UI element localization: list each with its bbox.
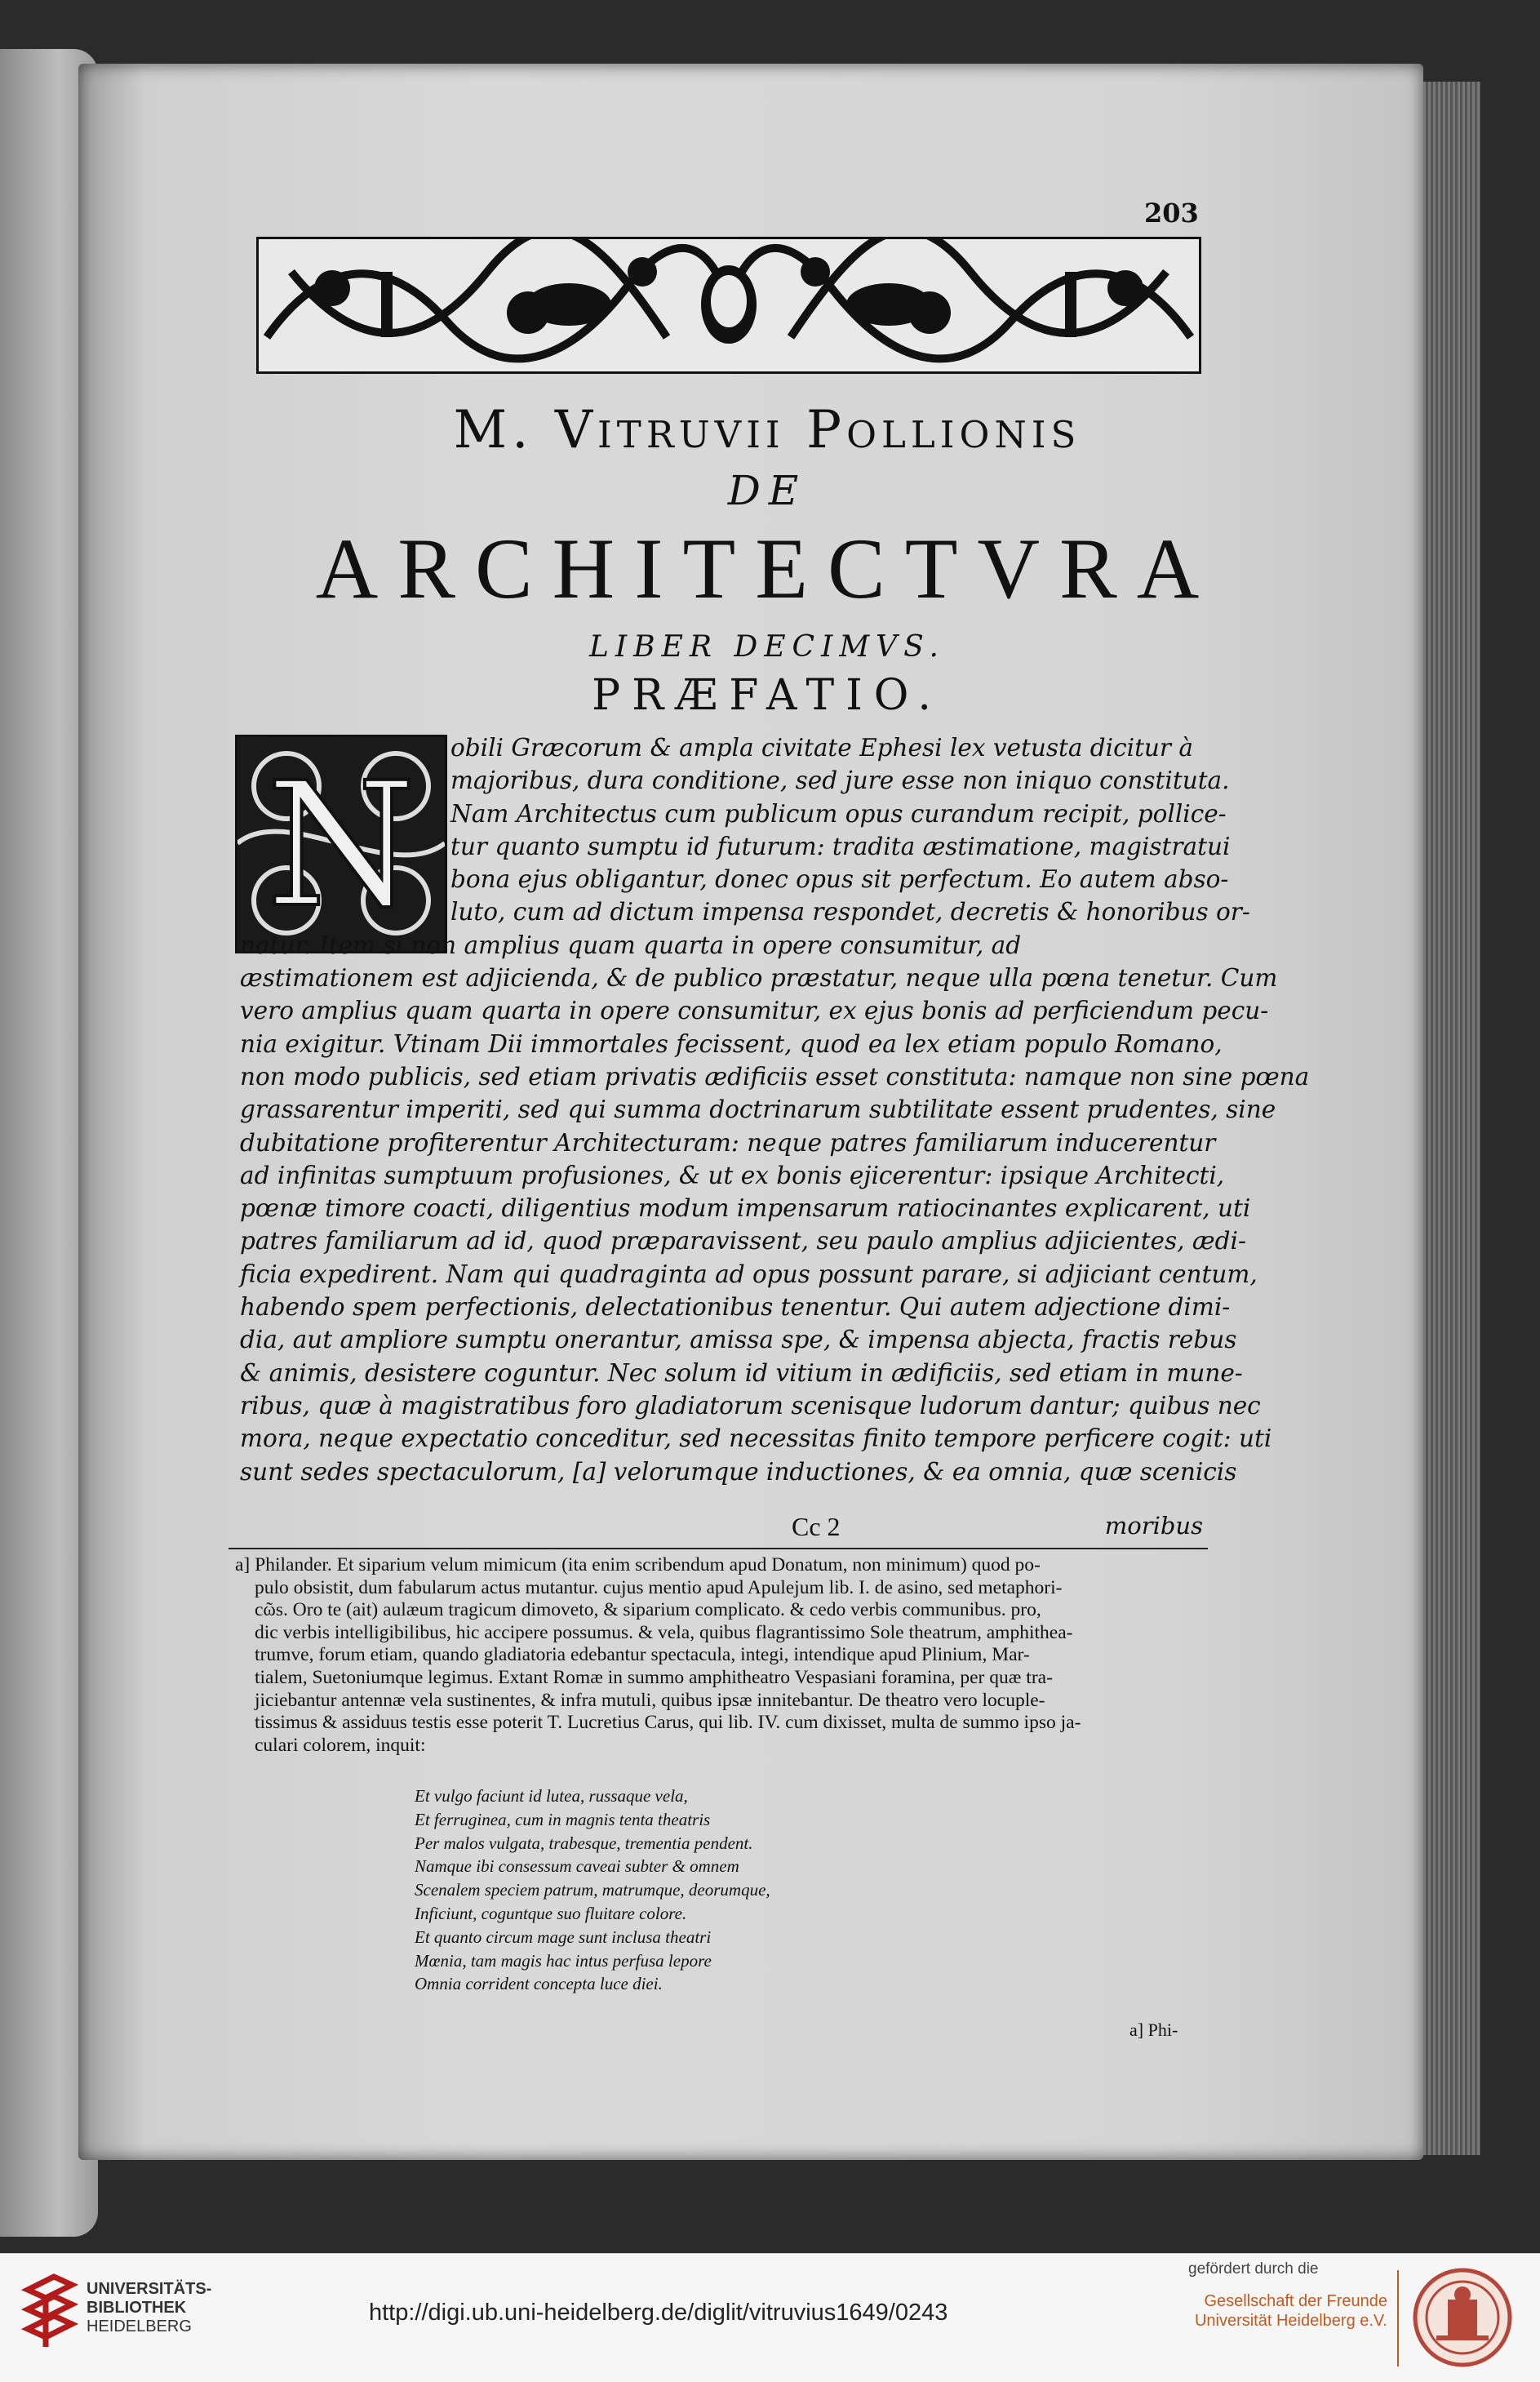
section-heading: PRÆFATIO. [592, 671, 943, 720]
catchword: moribus [1104, 1512, 1203, 1540]
body-text-line: ad infinitas sumptuum profusiones, & ut ex bonis ejicerentur: ipsique Architecti, [240, 1161, 1225, 1189]
body-text-line: æstimationem est adjicienda, & de publico præstatur, neque ulla pœna tenetur. Cum [240, 964, 1278, 993]
signature-mark: Cc 2 [792, 1512, 841, 1541]
body-text-line: sunt sedes spectaculorum, [a] velorumque inductiones, & ea omnia, quæ scenicis [240, 1457, 1237, 1486]
body-text-line: grassarentur imperiti, sed qui summa doctrinarum subtilitate essent prudentes, sine [240, 1095, 1276, 1124]
ornamental-headpiece-icon [256, 237, 1201, 374]
verse-line: Scenalem speciem patrum, matrumque, deorumque, [415, 1880, 770, 1900]
body-text-line: patres familiarum ad id, quod præparavissent, seu paulo amplius adjicientes, ædi- [240, 1227, 1246, 1255]
verse-line: Mœnia, tam magis hac intus perfusa lepore [415, 1950, 712, 1971]
title-de: DE [727, 467, 807, 514]
page-number: 203 [1144, 198, 1199, 229]
footnote-line: jiciebantur antennæ vela sustinentes, & infra mutuli, quibus ipsæ innitebantur. De theatro vero locuple- [255, 1689, 1045, 1711]
footnote-line: tialem, Suetoniumque legimus. Extant Romæ in summo amphitheatro Vespasiani foramina, per quæ tra- [255, 1666, 1053, 1688]
body-text-line: habendo spem perfectionis, delectationibus tenentur. Qui autem adjectione dimi- [240, 1293, 1231, 1322]
main-title: ARCHITECTVRA [315, 521, 1219, 616]
society-name[interactable] [1175, 2291, 1387, 2331]
body-text-line: dubitatione profiterentur Architecturam: neque patres familiarum inducerentur [240, 1128, 1216, 1157]
body-text-line: ribus, quæ à magistratibus foro gladiatorum scenisque ludorum dantur; quibus nec [240, 1391, 1261, 1420]
footnote-line: tissimus & assiduus testis esse poterit T. Lucretius Carus, qui lib. IV. cum dixisset, multa de summo ipso ja- [255, 1712, 1081, 1734]
funding-label: gefördert durch die [1188, 2260, 1319, 2278]
footnote-line: a] Philander. Et siparium velum mimicum (ita enim scribendum apud Donatum, non minimum) quod po- [235, 1554, 1041, 1575]
library-name[interactable] [87, 2280, 211, 2336]
footnote-line: culari colorem, inquit: [255, 1734, 426, 1756]
body-text-line: dia, aut ampliore sumptu onerantur, amissa spe, & impensa abjecta, fractis rebus [240, 1326, 1237, 1354]
verse-catchword: a] Phi- [1129, 2020, 1178, 2040]
signature-row [240, 1512, 1203, 1544]
body-text-line: bona ejus obligantur, donec opus sit perfectum. Eo autem abso- [450, 865, 1229, 894]
viewer-footer [0, 2253, 1540, 2382]
verse-line: Et ferruginea, cum in magnis tenta theatris [415, 1809, 711, 1829]
footnote-rule [229, 1548, 1208, 1549]
author-line: M. Vitruvii Pollionis [453, 400, 1081, 460]
verse-line: Et vulgo faciunt id lutea, russaque vela, [415, 1786, 688, 1806]
initial-letter: N [266, 745, 416, 945]
body-text-line: vero amplius quam quarta in opere consumitur, ex ejus bonis ad perficiendum pecu- [240, 997, 1269, 1025]
body-text-line: ficia expedirent. Nam qui quadraginta ad opus possunt parare, si adjiciant centum, [240, 1260, 1258, 1288]
footnotes [235, 1554, 1198, 1757]
footnote-line: dic verbis intelligibilibus, hic accipere possumus. & vela, quibus flagrantissimo Sole theatrum, amphithea- [255, 1621, 1073, 1643]
verse-line: Et quanto circum mage sunt inclusa theatri [415, 1926, 712, 1947]
permalink-url[interactable]: http://digi.ub.uni-heidelberg.de/diglit/vitruvius1649/0243 [369, 2300, 948, 2326]
university-seal-icon[interactable] [1412, 2267, 1513, 2368]
footnote-line: cῶs. Oro te (ait) aulæum tragicum dimoveto, & siparium complicato. & cedo verbis communibus. pro, [255, 1599, 1041, 1621]
quoted-verse [415, 1784, 986, 1996]
body-text-line: non modo publicis, sed etiam privatis ædificiis esset constituta: namque non sine pœna [240, 1062, 1310, 1091]
verse-line: Inficiunt, coguntque suo fluitare colore. [415, 1903, 687, 1923]
footer-divider [1397, 2270, 1399, 2366]
body-text-line: luto, cum ad dictum impensa respondet, decretis & honoribus or- [450, 898, 1250, 927]
body-text-line: mora, neque expectatio conceditur, sed necessitas finito tempore perficere cogit: uti [240, 1424, 1272, 1453]
society-line-2: Universität Heidelberg e.V. [1194, 2312, 1387, 2330]
body-text-line: pœnæ timore coacti, diligentius modum impensarum ratiocinantes explicarent, uti [240, 1194, 1251, 1223]
body-text-line: obili Græcorum & ampla civitate Ephesi lex vetusta dicitur à [450, 734, 1193, 762]
body-text [240, 731, 1310, 1488]
verse-line: Namque ibi consessum caveai subter & omnem [415, 1856, 739, 1877]
footnote-line: pulo obsistit, dum fabularum actus mutantur. cujus mentio apud Apulejum lib. I. de asino, sed metaphori- [255, 1576, 1063, 1598]
body-text-line: Nam Architectus cum publicum opus curandum recipit, pollice- [450, 799, 1227, 828]
body-text-line: natur. Item si non amplius quam quarta in opere consumitur, ad [240, 931, 1022, 959]
verse-line: Omnia corrident concepta luce diei. [415, 1974, 663, 1994]
footnote-line: trumve, forum etiam, quando gladiatoria edebantur spectacula, integi, intendique apud Plinium, Mar- [255, 1644, 1030, 1666]
book-heading: LIBER DECIMVS. [589, 630, 945, 664]
verse-line: Per malos vulgata, trabesque, trementia pendent. [415, 1833, 753, 1853]
library-line-1: UNIVERSITÄTS- [87, 2280, 212, 2298]
library-line-2: BIBLIOTHEK [87, 2299, 187, 2317]
body-text-line: nia exigitur. Vtinam Dii immortales fecissent, quod ea lex etiam populo Romano, [240, 1029, 1223, 1058]
book-fore-edge [1423, 82, 1480, 2155]
ub-heidelberg-logo-icon[interactable] [21, 2273, 78, 2350]
society-line-1: Gesellschaft der Freunde [1204, 2292, 1387, 2310]
library-line-3: HEIDELBERG [87, 2318, 192, 2335]
body-text-line: tur quanto sumptu id futurum: tradita æstimatione, magistratui [450, 832, 1231, 860]
body-text-line: majoribus, dura conditione, sed jure esse non iniquo constituta. [450, 767, 1230, 795]
body-text-line: & animis, desistere coguntur. Nec solum id vitium in ædificiis, sed etiam in mune- [240, 1358, 1243, 1387]
